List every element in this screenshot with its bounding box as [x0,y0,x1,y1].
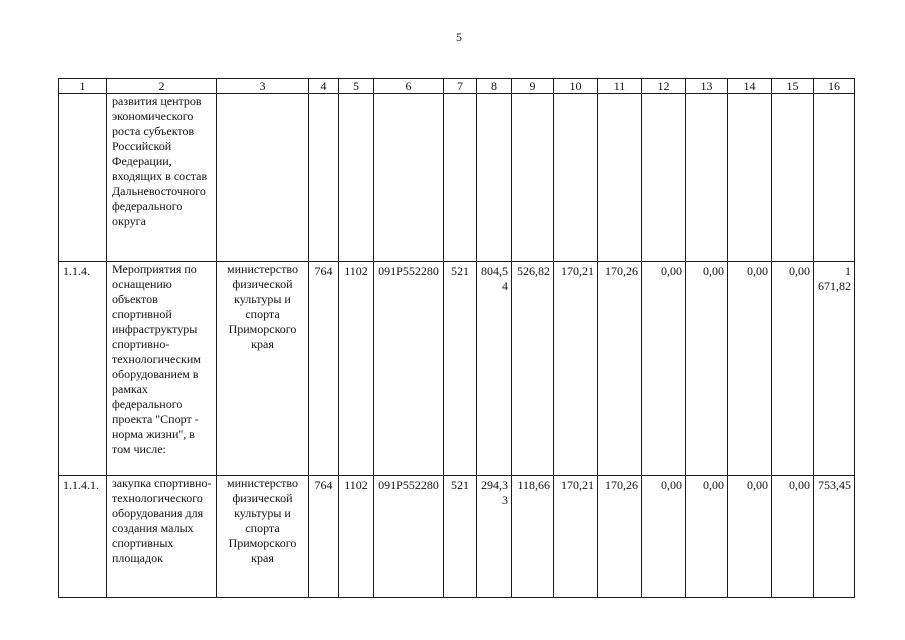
row-value-8: 294,33 [477,476,512,598]
row-number: 1.1.4.1. [59,476,107,598]
row-value-15: 0,00 [772,476,814,598]
row-value-8 [477,94,512,262]
row-value-10: 170,21 [554,262,598,476]
header-cell-1: 1 [59,79,107,94]
header-cell-14: 14 [728,79,772,94]
header-cell-5: 5 [339,79,374,94]
row-value-12: 0,00 [642,262,686,476]
header-cell-12: 12 [642,79,686,94]
header-cell-15: 15 [772,79,814,94]
row-value-10 [554,94,598,262]
row-csr [374,94,444,262]
row-value-11: 170,26 [598,262,642,476]
row-value-14: 0,00 [728,262,772,476]
table-row [59,94,855,262]
row-value-10: 170,21 [554,476,598,598]
row-gr: 764 [309,476,339,598]
row-rzpr: 1102 [339,262,374,476]
row-rzpr: 1102 [339,476,374,598]
row-number [59,94,107,262]
row-value-15 [772,94,814,262]
row-executor: министерство физической культуры и спорта Приморского края [217,262,309,476]
row-vr: 521 [444,262,477,476]
row-name: развития центров экономического роста субъектов Российской Федерации, входящих в состав Дальневосточного федерального округа [107,94,217,262]
header-cell-11: 11 [598,79,642,94]
row-name: закупка спортивно-технологического оборудования для создания малых спортивных площадок [107,476,217,598]
header-cell-7: 7 [444,79,477,94]
header-cell-3: 3 [217,79,309,94]
row-value-15: 0,00 [772,262,814,476]
row-value-11 [598,94,642,262]
row-number: 1.1.4. [59,262,107,476]
header-cell-6: 6 [374,79,444,94]
row-executor [217,94,309,262]
page-number: 5 [456,30,462,44]
table-row [59,262,855,476]
row-value-13: 0,00 [686,262,728,476]
row-vr [444,94,477,262]
row-vr: 521 [444,476,477,598]
row-total [814,94,855,262]
row-rzpr [339,94,374,262]
row-value-13: 0,00 [686,476,728,598]
row-value-14 [728,94,772,262]
header-cell-10: 10 [554,79,598,94]
header-cell-9: 9 [512,79,554,94]
header-cell-8: 8 [477,79,512,94]
row-name: Мероприятия по оснащению объектов спортивной инфраструктуры спортивно-технологическим оборудованием в рамках федерального проекта "Спорт - норма жизни", в том числе: [107,262,217,476]
row-total: 1 671,82 [814,262,855,476]
row-value-13 [686,94,728,262]
row-gr: 764 [309,262,339,476]
header-cell-4: 4 [309,79,339,94]
header-cell-2: 2 [107,79,217,94]
row-value-9: 526,82 [512,262,554,476]
row-value-8: 804,54 [477,262,512,476]
row-value-9: 118,66 [512,476,554,598]
header-cell-13: 13 [686,79,728,94]
row-total: 753,45 [814,476,855,598]
header-row [59,79,855,94]
row-csr: 091Р552280 [374,262,444,476]
row-value-12: 0,00 [642,476,686,598]
row-value-12 [642,94,686,262]
header-cell-16: 16 [814,79,855,94]
row-gr [309,94,339,262]
row-value-11: 170,26 [598,476,642,598]
row-csr: 091Р552280 [374,476,444,598]
row-value-14: 0,00 [728,476,772,598]
row-executor: министерство физической культуры и спорта Приморского края [217,476,309,598]
row-value-9 [512,94,554,262]
table-row [59,476,855,598]
budget-table [58,78,855,598]
